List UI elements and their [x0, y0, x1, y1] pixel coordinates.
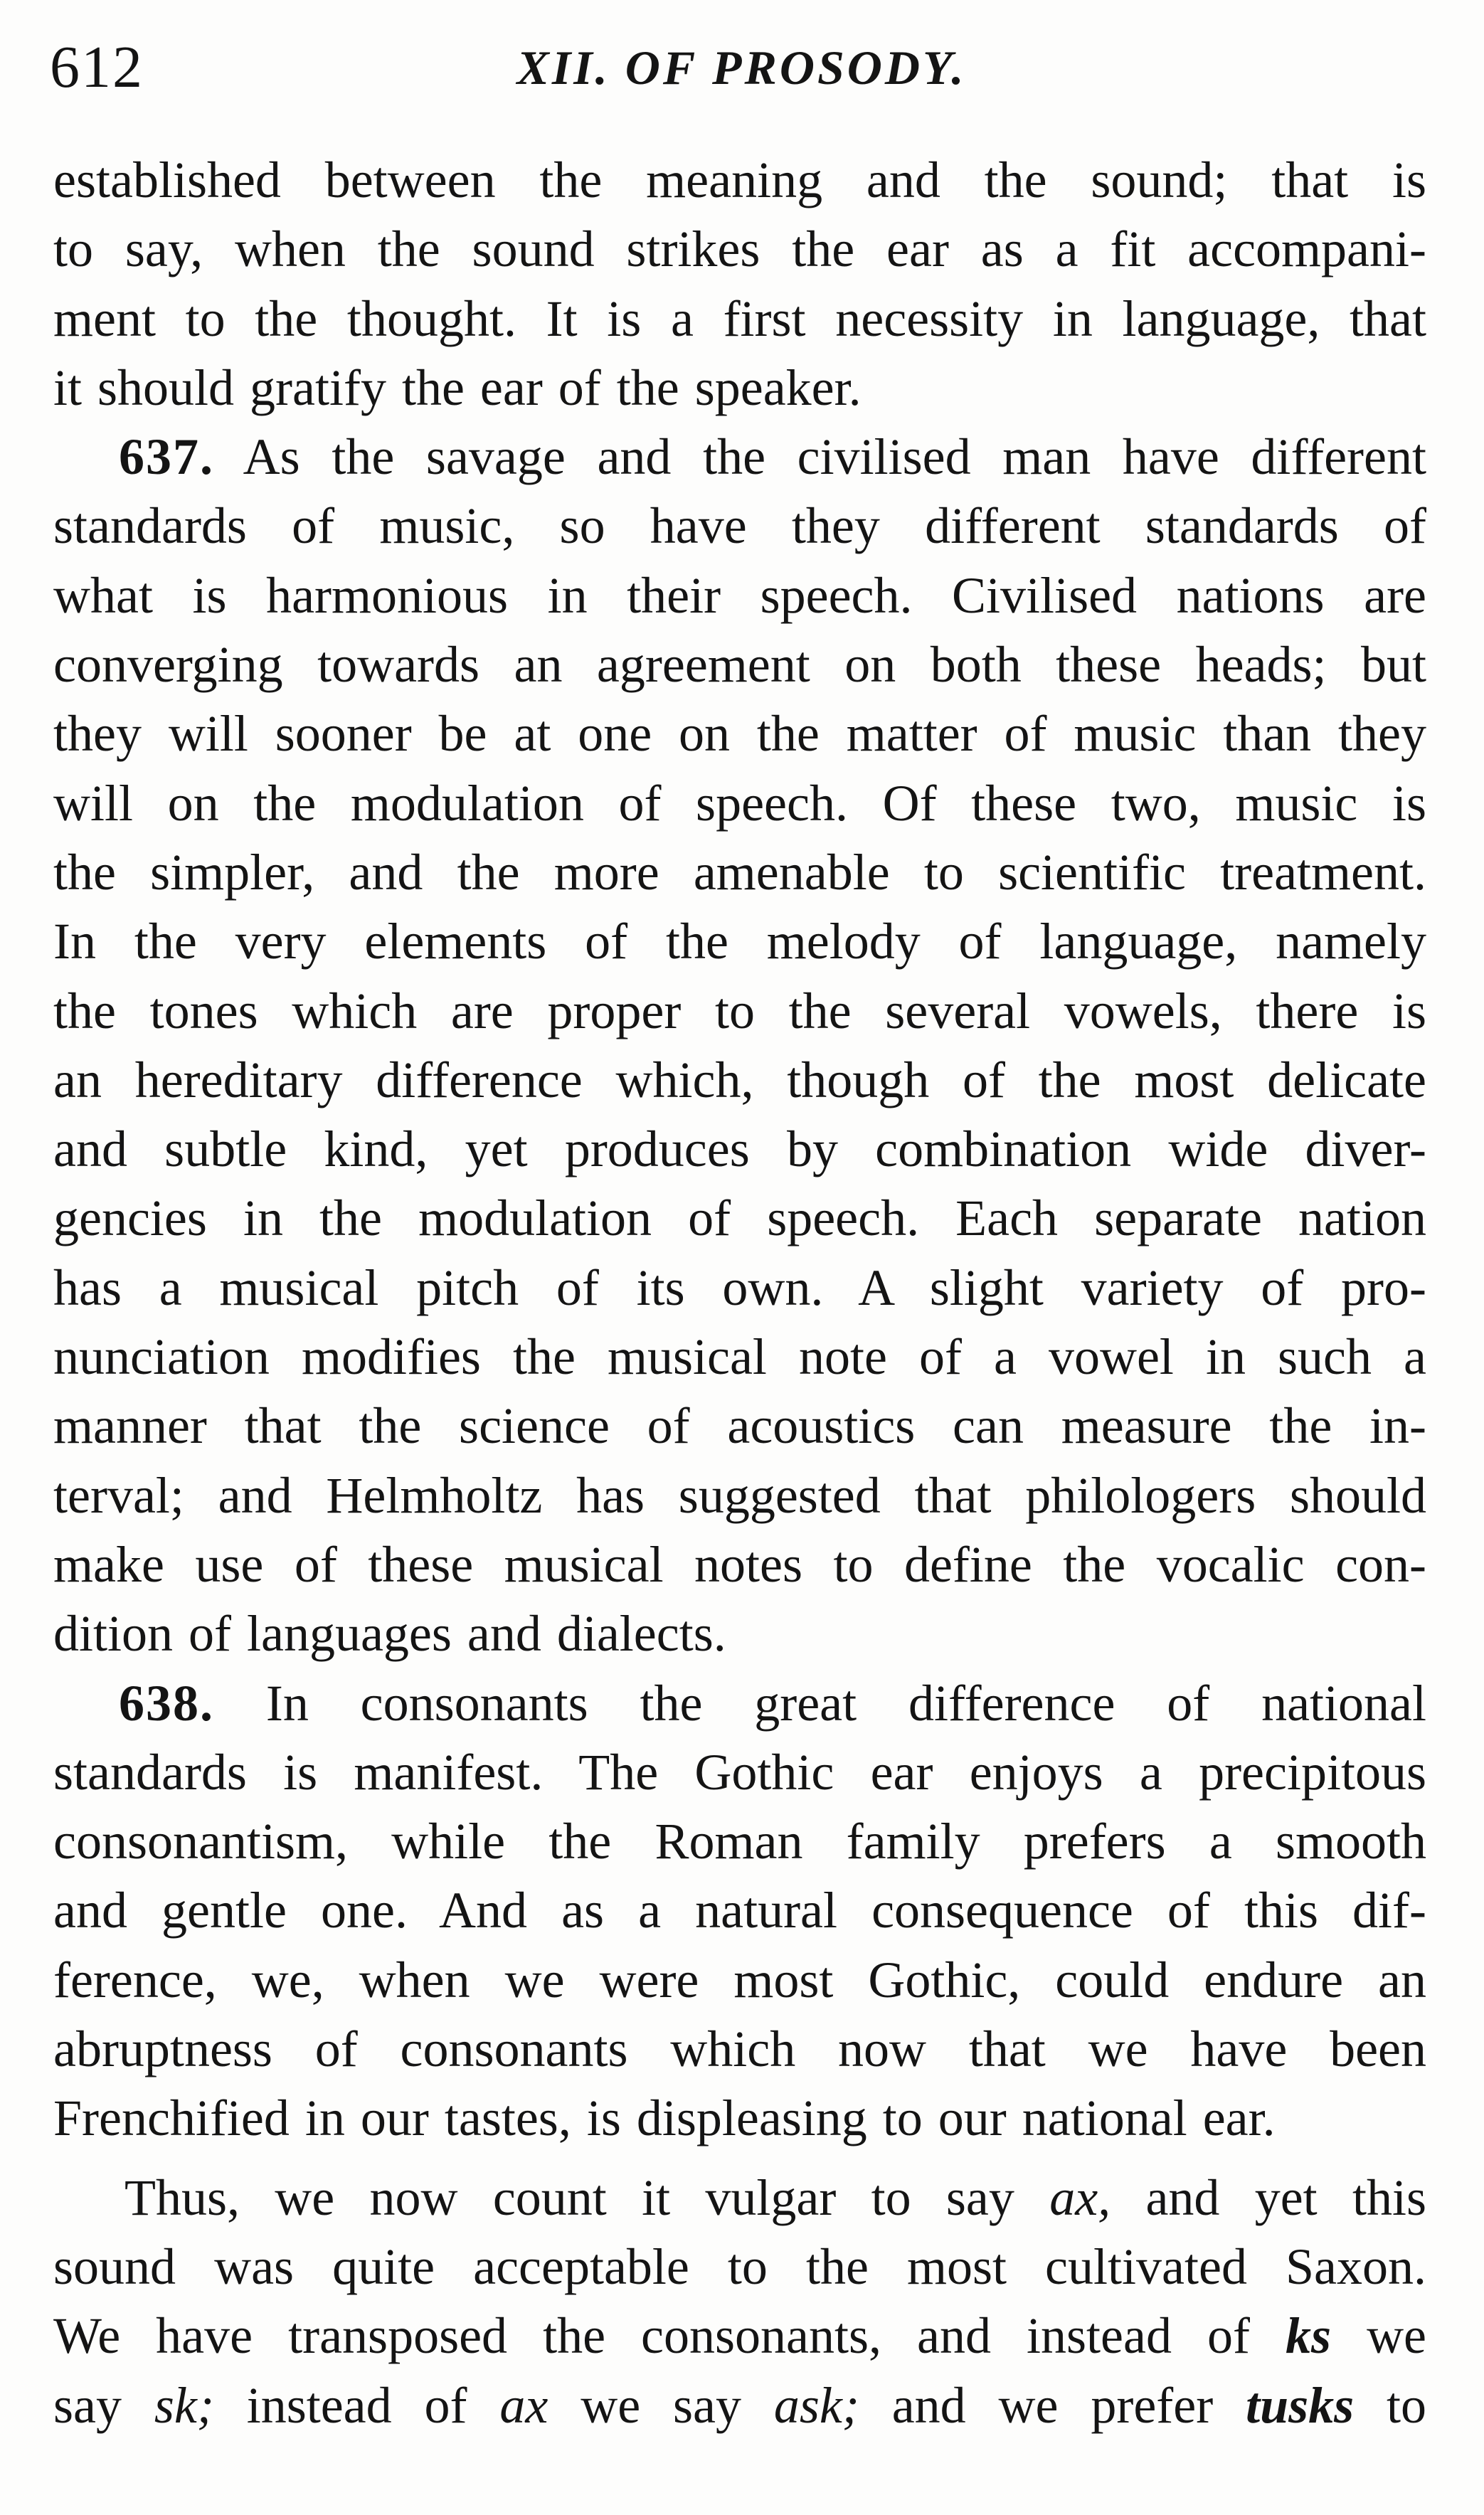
text-line: gencies in the modulation of speech. Each separate nation: [53, 1190, 1426, 1247]
text-line: Frenchified in our tastes, is displeasing to our national ear.: [53, 2090, 1276, 2147]
line-text: to: [1387, 2376, 1426, 2434]
text-line: and gentle one. And as a natural consequence of this dif-: [53, 1882, 1426, 1939]
text-line: sound was quite acceptable to the most cultivated Saxon.: [53, 2238, 1426, 2295]
text-line: ment to the thought. It is a first necessity in language, that: [53, 290, 1426, 347]
text-line: [53, 1669, 1426, 1738]
line-text: In consonants the great difference of national: [265, 1674, 1426, 1732]
text-line: terval; and Helmholtz has suggested that philologers should: [53, 1466, 1426, 1524]
text-line: dition of languages and dialects.: [53, 1605, 726, 1663]
text-line: they will sooner be at one on the matter of music than they: [53, 705, 1426, 763]
text-line: converging towards an agreement on both these heads; but: [53, 636, 1426, 694]
line-text: and we prefer: [891, 2376, 1214, 2434]
text-line: will on the modulation of speech. Of these two, music is: [53, 774, 1426, 832]
text-line: nunciation modifies the musical note of a vowel in such a: [53, 1328, 1426, 1386]
text-line: manner that the science of acoustics can measure the in-: [53, 1397, 1426, 1455]
line-text: we: [1367, 2307, 1426, 2365]
italic-word: ax,: [1049, 2169, 1111, 2226]
text-line: make use of these musical notes to define the vocalic con-: [53, 1535, 1426, 1593]
italic-word: tusks: [1246, 2376, 1355, 2434]
line-text: Thus, we now count it vulgar to say: [124, 2169, 1014, 2226]
page-number: 612: [50, 34, 144, 100]
line-text: we say: [581, 2376, 741, 2434]
text-line: and subtle kind, yet produces by combination wide diver-: [53, 1121, 1426, 1178]
section-number: 637.: [119, 428, 214, 486]
line-text: say: [53, 2376, 122, 2434]
text-line: [53, 2302, 1426, 2371]
text-line: [53, 2371, 1426, 2440]
text-body: [53, 146, 1426, 2440]
text-line: what is harmonious in their speech. Civilised nations are: [53, 566, 1426, 624]
line-text: As the savage and the civilised man have different: [243, 428, 1426, 486]
text-line: abruptness of consonants which now that we have been: [53, 2021, 1426, 2078]
text-line: [53, 423, 1426, 492]
text-line: the tones which are proper to the several vowels, there is: [53, 982, 1426, 1039]
italic-word: sk;: [154, 2376, 214, 2434]
text-line: ference, we, when we were most Gothic, could endure an: [53, 1951, 1426, 2008]
text-line: standards of music, so have they different standards of: [53, 497, 1426, 555]
line-text: instead of: [246, 2376, 467, 2434]
section-number: 638.: [119, 1674, 214, 1732]
italic-word: ask;: [773, 2376, 859, 2434]
text-line: an hereditary difference which, though of the most delicate: [53, 1051, 1426, 1108]
text-line: has a musical pitch of its own. A slight variety of pro-: [53, 1259, 1426, 1316]
text-line: the simpler, and the more amenable to scientific treatment.: [53, 843, 1426, 901]
text-line: In the very elements of the melody of language, namely: [53, 913, 1426, 970]
text-line: to say, when the sound strikes the ear as a fit accompani-: [53, 221, 1426, 278]
line-text: We have transposed the consonants, and instead of: [53, 2307, 1250, 2365]
line-text: and yet this: [1145, 2169, 1426, 2226]
running-title: XII. OF PROSODY.: [516, 41, 967, 95]
running-head: [50, 28, 1433, 107]
text-line: established between the meaning and the sound; that is: [53, 152, 1426, 208]
italic-word: ks: [1286, 2307, 1332, 2365]
text-line: [53, 2164, 1426, 2233]
text-line: consonantism, while the Roman family prefers a smooth: [53, 1813, 1426, 1870]
paragraph-gap: [53, 2154, 1426, 2164]
text-line: standards is manifest. The Gothic ear enjoys a precipitous: [53, 1743, 1426, 1801]
italic-word: ax: [499, 2376, 548, 2434]
text-line: it should gratify the ear of the speaker.: [53, 359, 862, 416]
